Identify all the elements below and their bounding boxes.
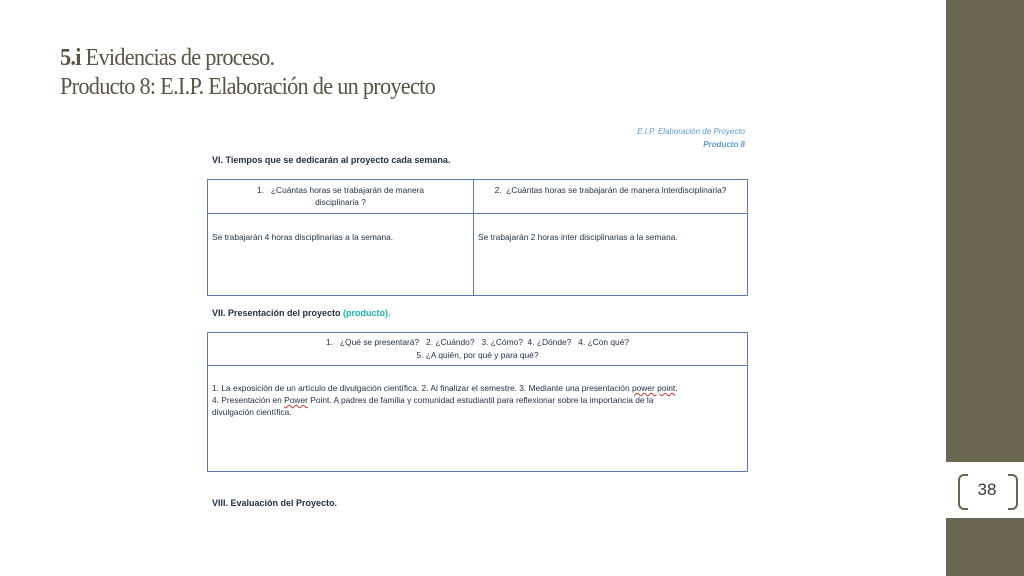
section6-q1-line1 xyxy=(208,184,473,196)
section7-table xyxy=(207,332,748,472)
doc-header-line2: Producto 8 xyxy=(703,140,745,149)
section7-answer-line1 xyxy=(212,382,747,394)
section6-q1 xyxy=(208,184,473,208)
section7-heading-text: VII. Presentación del proyecto xyxy=(212,308,344,318)
section7-answer-line2 xyxy=(212,394,747,406)
section6-a1: Se trabajarán 4 horas disciplinarias a la semana. xyxy=(212,232,394,242)
doc-header-line1: E.I.P. Elaboración de Proyecto xyxy=(637,127,745,136)
section7-questions-line2: 5. ¿A quién, por qué y para qué? xyxy=(416,350,539,360)
slide-title-line1-text: Evidencias de proceso. xyxy=(80,45,275,71)
slide-title-line2: Producto 8: E.I.P. Elaboración de un proyecto xyxy=(60,74,436,100)
section6-q2-text: ¿Cuántas horas se trabajarán de manera interdisciplinaria? xyxy=(506,185,727,195)
section7-heading-highlight: (producto). xyxy=(343,308,391,318)
page-number-bracket-right xyxy=(1008,474,1018,510)
section6-table-hline xyxy=(208,213,747,214)
section6-table xyxy=(207,179,748,296)
section6-heading: VI. Tiempos que se dedicarán al proyecto cada semana. xyxy=(212,155,451,165)
section7-answer-line1-c: . xyxy=(675,383,678,393)
section7-answer-line3: divulgación científica. xyxy=(212,407,292,417)
section6-q2-num: 2. xyxy=(494,185,502,195)
section6-a2: Se trabajarán 2 horas inter disciplinarias a la semana. xyxy=(478,232,678,242)
slide-title-number: 5.i xyxy=(60,45,81,71)
section7-answer-line2-c: Point. A padres de familia y comunidad estudiantil para reflexionar sobre la importancia de la xyxy=(307,395,654,405)
section7-heading xyxy=(212,308,391,318)
section6-q1-text: ¿Cuántas horas se trabajarán de manera xyxy=(270,185,425,195)
section6-q1-line2: disciplinaria ? xyxy=(315,197,366,207)
section6-q2 xyxy=(474,184,747,196)
section7-questions-line1: 1. ¿Qué se presentará? 2. ¿Cuándo? 3. ¿Cómo? 4. ¿Dónde? 4. ¿Con qué? xyxy=(325,337,630,347)
section7-answer-line1-b: power point xyxy=(631,383,676,393)
section6-table-vline xyxy=(473,180,474,295)
section8-heading: VIII. Evaluación del Proyecto. xyxy=(212,498,338,508)
section7-answer-line2-a: 4. Presentación en xyxy=(212,395,285,405)
section7-answer-line2-b: Power xyxy=(284,395,308,405)
page-number: 38 xyxy=(977,480,997,499)
section6-q1-num: 1. xyxy=(256,185,264,195)
section7-answer xyxy=(212,382,747,418)
section7-table-hline xyxy=(208,365,747,366)
section7-answer-line1-a: 1. La exposición de un artículo de divulgación científica. 2. Al finalizar el semestre. 3. Mediante una presentación xyxy=(212,383,632,393)
